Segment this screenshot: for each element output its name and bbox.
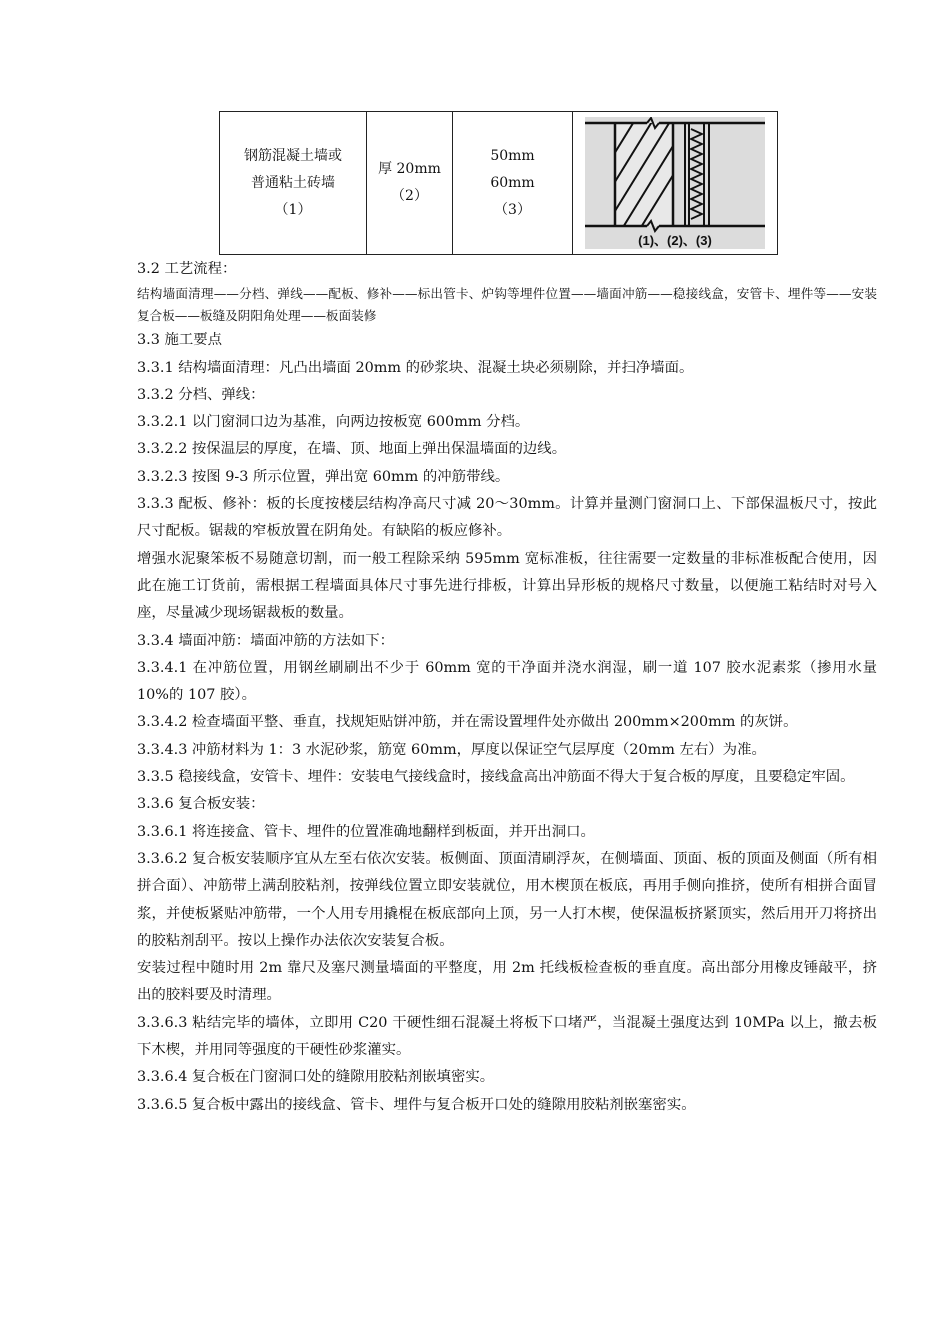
paragraph: 3.3.1 结构墙面清理：凡凸出墙面 20mm 的砂浆块、混凝土块必须剔除，并扫净墙面。 [137,359,694,376]
paragraph: 3.3.4.2 检查墙面平整、垂直，找规矩贴饼冲筋，并在需设置埋件处亦做出 200mm×200mm 的灰饼。 [137,714,798,731]
paragraph: 3.3.5 稳接线盒，安管卡、埋件：安装电气接线盒时，接线盒高出冲筋面不得大于复合板的厚度，且要稳定牢固。 [137,769,855,786]
paragraph: 3.3.6.5 复合板中露出的接线盒、管卡、埋件与复合板开口处的缝隙用胶粘剂嵌塞密实。 [137,1096,696,1113]
section-figure-cell [573,112,778,255]
paragraph: 3.3.2.3 按图 9-3 所示位置，弹出宽 60mm 的冲筋带线。 [137,468,510,485]
paragraph: 3.3.3 配板、修补：板的长度按楼层结构净高尺寸减 20～30mm。计算并量测门窗洞口上、下部保温板尺寸，按此尺寸配板。锯裁的窄板放置在阴角处。有缺陷的板应修补。 [137,496,877,540]
paragraph: 3.3.4.3 冲筋材料为 1：3 水泥砂浆，筋宽 60mm，厚度以保证空气层厚度（20mm 左右）为准。 [137,741,766,758]
paragraph: 3.3.4 墙面冲筋：墙面冲筋的方法如下： [137,632,395,649]
cell-text: 普通粘土砖墙 [251,174,335,191]
board-size-cell [453,112,573,255]
figure-caption: (1)、(2)、(3) [638,233,712,248]
paragraph: 3.3.2.2 按保温层的厚度，在墙、顶、地面上弹出保温墙面的边线。 [137,441,567,458]
cell-text: 钢筋混凝土墙或 [244,147,342,164]
cell-text: （3） [494,201,531,218]
paragraph: 3.2 工艺流程： [137,261,237,277]
material-table [219,111,778,255]
paragraph: 3.3.6.3 粘结完毕的墙体，立即用 C20 干硬性细石混凝土将板下口堵严，当混凝土强度达到 10MPa 以上，撤去板下木楔，并用同等强度的干硬性砂浆灌实。 [137,1014,877,1059]
paragraph: 3.3.6.4 复合板在门窗洞口处的缝隙用胶粘剂嵌填密实。 [137,1069,495,1086]
paragraph: 结构墙面清理——分档、弹线——配板、修补——标出管卡、炉钩等埋件位置——墙面冲筋——稳接线盒，安管卡、埋件等——安装复合板——板缝及阴阳角处理——板面装修 [137,286,877,324]
paragraph: 增强水泥聚笨板不易随意切割，而一般工程除采纳 595mm 宽标准板，往往需要一定数量的非标准板配合使用，因此在施工订货前，需根据工程墙面具体尺寸事先进行排板，计算出异形板的规格尺寸数量，以便施工粘结时对号入座，尽量减少现场锯裁板的数量。 [137,550,877,622]
thickness-cell [367,112,453,255]
paragraph: 3.3.4.1 在冲筋位置，用钢丝刷刷出不少于 60mm 宽的干净面并浇水润湿，刷一道 107 胶水泥素浆（掺用水量 10%的 107 胶）。 [137,659,877,704]
paragraph: 3.3.6 复合板安装： [137,796,265,813]
paragraph: 3.3.6.2 复合板安装顺序宜从左至右依次安装。板侧面、顶面清刷浮灰，在侧墙面、顶面、板的顶面及侧面（所有相拼合面）、冲筋带上满刮胶粘剂，按弹线位置立即安装就位，用木楔顶在板底，再用手侧向推挤，使所有相拼合面冒浆，并使板紧贴冲筋带，一个人用专用撬棍在板底部向上顶，另一人打木楔，使保温板挤紧顶实，然后用开刀将挤出的胶粘剂刮平。按以上操作办法依次安装复合板。 [137,850,877,949]
cell-text: （1） [274,201,312,218]
table-row [220,112,778,255]
paragraph: 3.3.2.1 以门窗洞口边为基准，向两边按板宽 600mm 分档。 [137,414,530,431]
paragraph: 3.3 施工要点 [137,332,223,349]
paragraph: 3.3.6.1 将连接盒、管卡、埋件的位置准确地翻样到板面，并开出洞口。 [137,823,595,840]
cell-text: （2） [391,188,428,204]
paragraph: 3.3.2 分档、弹线： [137,386,265,403]
cell-text: 60mm [490,174,535,191]
wall-type-cell [220,112,367,255]
cell-text: 50mm [490,147,535,164]
paragraph: 安装过程中随时用 2m 靠尺及塞尺测量墙面的平整度，用 2m 托线板检查板的垂直度。高出部分用橡皮锤敲平，挤出的胶料要及时清理。 [137,960,877,1004]
wall-section-figure [585,117,765,249]
cell-text: 厚 20mm [378,161,441,177]
body-text [137,256,877,1119]
